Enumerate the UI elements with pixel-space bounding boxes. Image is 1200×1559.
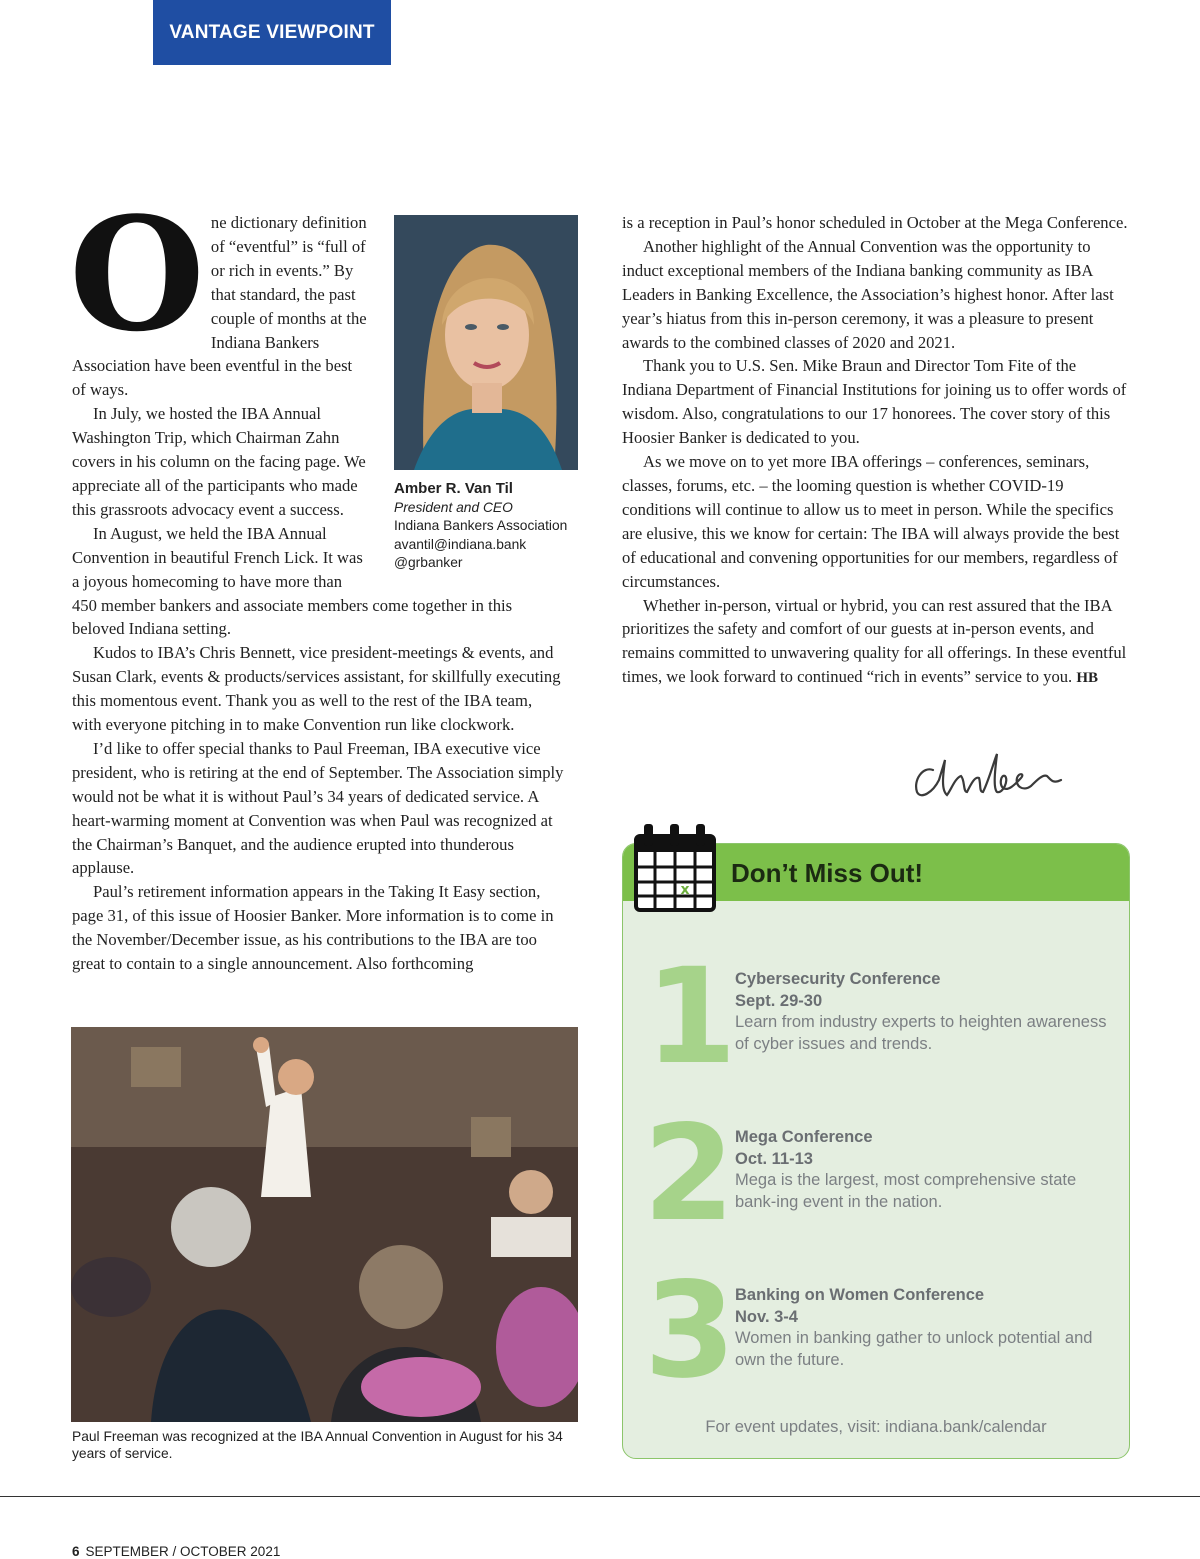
event-name: Banking on Women Conference bbox=[735, 1286, 985, 1304]
article-paragraph: I’d like to offer special thanks to Paul Freeman, IBA executive vice president, who is retiring at the end of September. The Association simply would not be what it is without Paul’s 34 years of dedicated service. A heart-warming moment at Convention was when Paul was recognized at the Chairman’s Banquet, and the audience erupted into thunderous applause. bbox=[72, 738, 564, 878]
events-footer-link[interactable]: For event updates, visit: indiana.bank/calendar bbox=[705, 1418, 1047, 1436]
event-name: Mega Conference bbox=[735, 1128, 873, 1146]
article-paragraph: In August, we held the IBA Annual Convention in beautiful French Lick. It was a joyous homecoming to have more than 450 member bankers and associate members come together in this beloved Indiana setting. bbox=[72, 523, 513, 639]
event-date: Nov. 3-4 bbox=[735, 1307, 798, 1326]
article-paragraph: Another highlight of the Annual Convention was the opportunity to induct exceptional members of the Indiana banking community as IBA Leaders in Banking Excellence, the Association’s highest honor. After last year’s hiatus from this in-person ceremony, it was a pleasure to present awards to the combined classes of 2020 and 2021. bbox=[622, 236, 1114, 352]
portrait-illustration bbox=[394, 215, 578, 470]
drop-cap: O bbox=[69, 183, 205, 366]
event-item bbox=[735, 969, 1120, 1055]
author-portrait bbox=[394, 215, 578, 470]
author-title: President and CEO bbox=[394, 499, 513, 515]
issue-date: SEPTEMBER / OCTOBER 2021 bbox=[85, 1544, 281, 1559]
events-box-title: Don’t Miss Out! bbox=[731, 858, 924, 888]
author-email[interactable]: avantil@indiana.bank bbox=[394, 536, 527, 552]
event-number: 2 bbox=[643, 1097, 735, 1251]
event-description: Mega is the largest, most comprehensive state bank-ing event in the nation. bbox=[735, 1171, 1077, 1211]
page-number: 6 bbox=[72, 1544, 80, 1559]
author-org: Indiana Bankers Association bbox=[394, 518, 568, 533]
article-paragraph: Kudos to IBA’s Chris Bennett, vice president-meetings & events, and Susan Clark, events & products/services assistant, for skillfully executing this momentous event. Thank you as well to the rest of the IBA team, with everyone pitching in to make Convention run like clockwork. bbox=[72, 643, 561, 735]
event-date: Sept. 29-30 bbox=[735, 991, 823, 1010]
article-paragraph: As we move on to yet more IBA offerings – conferences, seminars, classes, forums, etc. – the looming question is whether COVID-19 conditions will continue to allow us to meet in person. While the specifics are elusive, this we know for certain: The IBA will always provide the best of educational and convening opportunities for our members, regardless of circumstances. bbox=[622, 452, 1120, 591]
event-number: 3 bbox=[644, 1254, 736, 1408]
author-info bbox=[394, 480, 584, 573]
article-paragraph: In July, we hosted the IBA Annual Washington Trip, which Chairman Zahn covers in his column on the facing page. We appreciate all of the participants who made this grassroots advocacy event a success. bbox=[72, 404, 366, 519]
calendar-mark: x bbox=[680, 882, 690, 898]
article-paragraph: ne dictionary definition of “eventful” is “full of or rich in events.” By that standard, the past couple of months at the Indiana Bankers Association have been eventful in the best of ways. bbox=[72, 213, 367, 400]
event-item bbox=[735, 1127, 1120, 1213]
author-name: Amber R. Van Til bbox=[394, 480, 513, 497]
article-column-right bbox=[622, 211, 1130, 691]
event-item bbox=[735, 1285, 1120, 1371]
article-paragraph: Thank you to U.S. Sen. Mike Braun and Director Tom Fite of the Indiana Department of Financial Institutions for joining us to offer words of wisdom. Also, congratulations to our 17 honorees. The cover story of this Hoosier Banker is dedicated to you. bbox=[622, 356, 1127, 448]
photo-caption: Paul Freeman was recognized at the IBA Annual Convention in August for his 34 years of service. bbox=[72, 1429, 563, 1461]
events-box bbox=[622, 843, 1130, 1459]
event-description: Learn from industry experts to heighten awareness of cyber issues and trends. bbox=[735, 1013, 1107, 1053]
article-paragraph bbox=[622, 594, 1130, 692]
signature bbox=[905, 740, 1080, 810]
convention-illustration bbox=[71, 1027, 578, 1422]
calendar-icon bbox=[632, 822, 718, 914]
article-paragraph: is a reception in Paul’s honor scheduled in October at the Mega Conference. bbox=[622, 213, 1128, 232]
section-tab: VANTAGE VIEWPOINT bbox=[153, 0, 391, 65]
author-handle[interactable]: @grbanker bbox=[394, 555, 463, 570]
article-paragraph-text: Whether in-person, virtual or hybrid, you can rest assured that the IBA prioritizes the safety and comfort of our guests at in-person events, and remains committed to unwavering quality for all offerings. In these eventful times, we look forward to continued “rich in events” service to you. bbox=[622, 595, 1127, 687]
event-date: Oct. 11-13 bbox=[735, 1149, 813, 1168]
event-name: Cybersecurity Conference bbox=[735, 970, 941, 988]
footer-rule bbox=[0, 1496, 1200, 1497]
event-description: Women in banking gather to unlock potential and own the future. bbox=[735, 1329, 1093, 1369]
end-mark: HB bbox=[1076, 670, 1099, 687]
page-footer bbox=[72, 1544, 280, 1559]
signature-image bbox=[905, 740, 1080, 810]
convention-photo bbox=[71, 1027, 578, 1422]
event-number: 1 bbox=[645, 940, 737, 1094]
article-paragraph: Paul’s retirement information appears in the Taking It Easy section, page 31, of this issue of Hoosier Banker. More information is to come in the November/December issue, as his contributions to the IBA are too great to contain to a single announcement. Also forthcoming bbox=[72, 882, 554, 974]
